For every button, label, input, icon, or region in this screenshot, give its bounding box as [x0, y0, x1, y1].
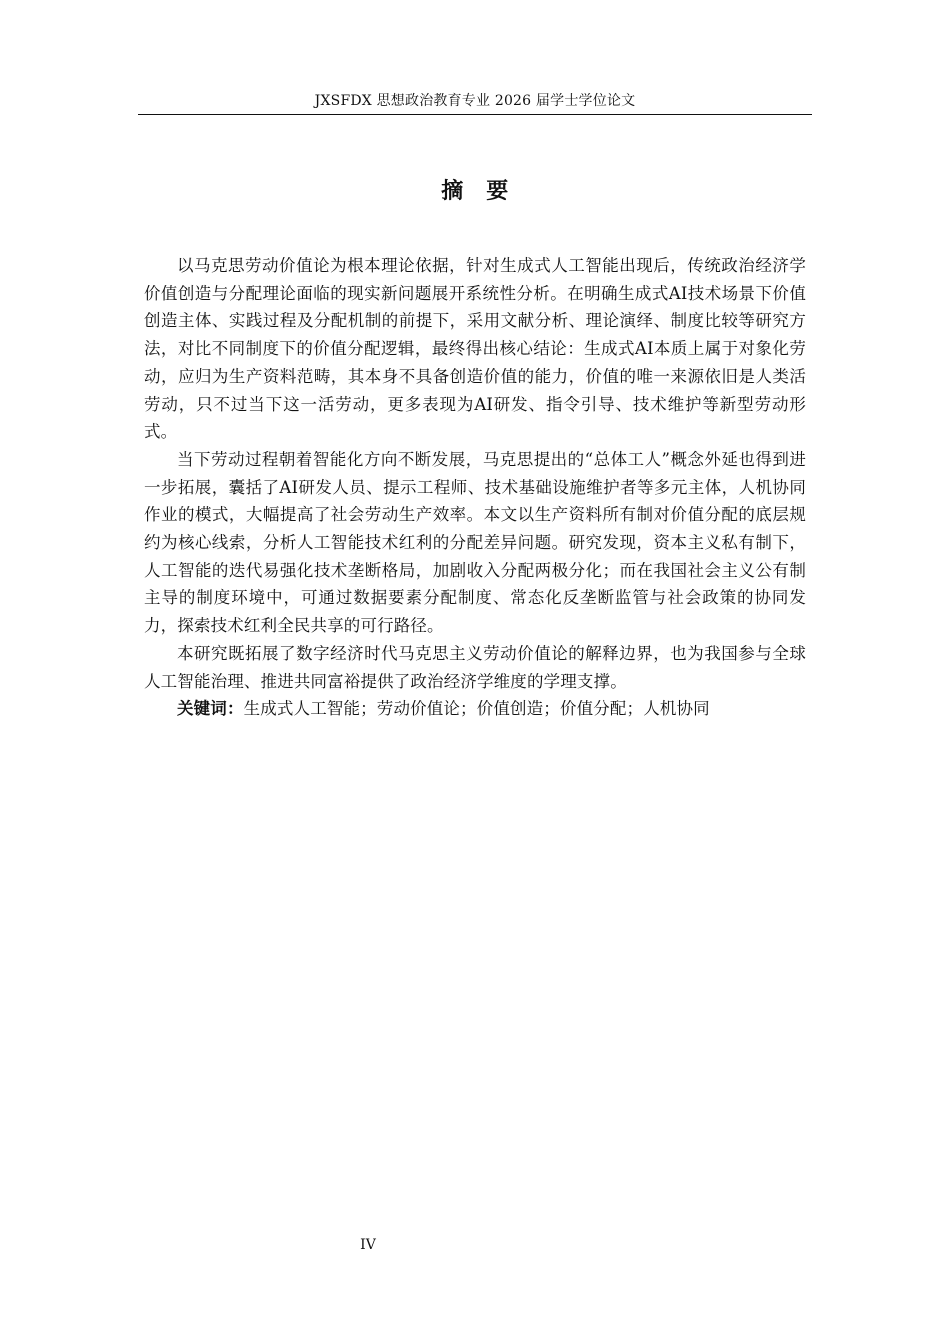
abstract-title: 摘 要: [441, 179, 509, 204]
running-header: JXSFDX 思想政治教育专业 2026 届学士学位论文: [314, 93, 636, 109]
keywords-label: 关键词：: [177, 699, 244, 719]
keywords-text: 生成式人工智能；劳动价值论；价值创造；价值分配；人机协同: [243, 699, 710, 719]
abstract-paragraph-1: 以马克思劳动价值论为根本理论依据，针对生成式人工智能出现后，传统政治经济学价值创造与分配理论面临的现实新问题展开系统性分析。在明确生成式AI技术场景下价值创造主体、实践过程及分配机制的前提下，采用文献分析、理论演绎、制度比较等研究方法，对比不同制度下的价值分配逻辑，最终得出核心结论：生成式AI本质上属于对象化劳动，应归为生产资料范畴，其本身不具备创造价值的能力，价值的唯一来源依旧是人类活劳动，只不过当下这一活劳动，更多表现为AI研发、指令引导、技术维护等新型劳动形式。: [144, 256, 806, 442]
abstract-body: [144, 252, 806, 723]
abstract-paragraph-2: 当下劳动过程朝着智能化方向不断发展，马克思提出的“总体工人”概念外延也得到进一步拓展，囊括了AI研发人员、提示工程师、技术基础设施维护者等多元主体，人机协同作业的模式，大幅提高了社会劳动生产效率。本文以生产资料所有制对价值分配的底层规约为核心线索，分析人工智能技术红利的分配差异问题。研究发现，资本主义私有制下，人工智能的迭代易强化技术垄断格局，加剧收入分配两极分化；而在我国社会主义公有制主导的制度环境中，可通过数据要素分配制度、常态化反垄断监管与社会政策的协同发力，探索技术红利全民共享的可行路径。: [144, 449, 806, 636]
page-number: IV: [360, 1237, 376, 1253]
header-rule: [138, 114, 812, 115]
abstract-paragraph-3: 本研究既拓展了数字经济时代马克思主义劳动价值论的解释边界，也为我国参与全球人工智能治理、推进共同富裕提供了政治经济学维度的学理支撑。: [144, 643, 806, 691]
keywords-line: [144, 695, 806, 723]
